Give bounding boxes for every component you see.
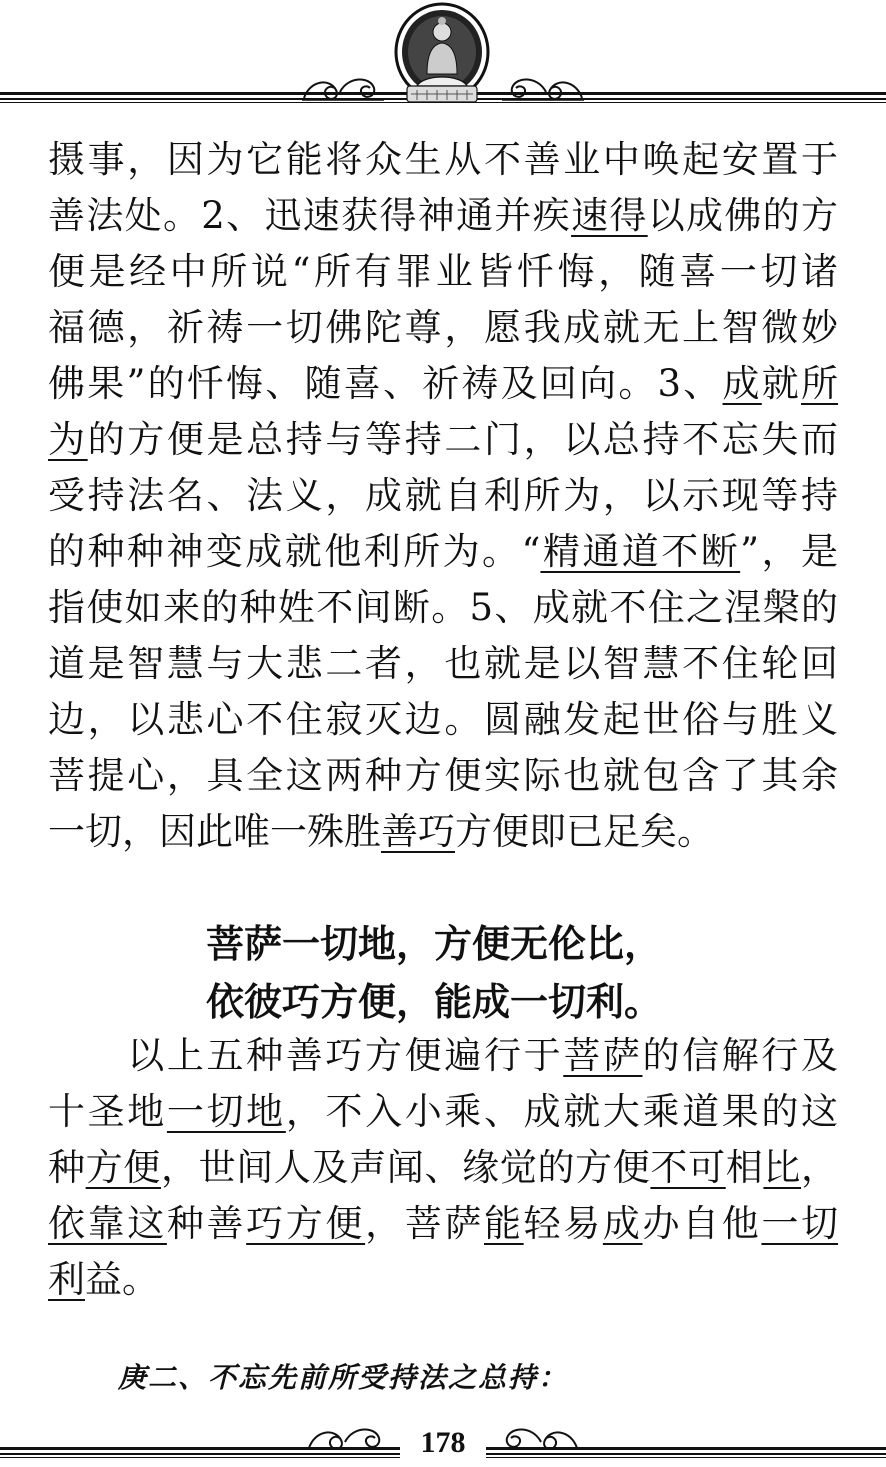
text-line <box>48 1028 838 1084</box>
underlined-phrase: 精通道不断 <box>540 530 741 573</box>
verse-line-1: 菩萨一切地，方便无伦比， <box>206 922 663 966</box>
text-line <box>48 692 838 748</box>
text-segment: 方便即已足矣。 <box>455 810 714 853</box>
underlined-phrase: 为 <box>48 418 88 461</box>
text-line <box>48 132 838 188</box>
text-segment: 善法处。2、迅速获得神通并疾 <box>48 194 572 237</box>
text-line <box>48 1140 838 1196</box>
text-segment: 道是智慧与大悲二者，也就是以智慧不住轮回 <box>48 642 838 685</box>
underlined-phrase: 成 <box>602 1202 643 1245</box>
text-segment: ，世间人及声闻、缘觉的方便 <box>160 1146 651 1189</box>
text-line <box>48 1084 838 1140</box>
text-segment: ，菩萨 <box>365 1202 484 1245</box>
text-segment: 种善 <box>166 1202 247 1245</box>
text-segment: 益。 <box>85 1258 159 1301</box>
text-segment: 十圣地 <box>48 1090 167 1133</box>
text-segment: 的种种神变成就他利所为。“ <box>48 530 541 573</box>
buddha-medallion-icon <box>393 2 491 106</box>
text-line <box>48 188 838 244</box>
text-segment: 就 <box>761 362 802 405</box>
underlined-phrase: 一切 <box>761 1202 838 1245</box>
text-line <box>48 1252 838 1308</box>
text-line <box>48 1196 838 1252</box>
text-segment: 的方便是总持与等持二门，以总持不忘失而 <box>87 418 838 461</box>
text-line <box>48 412 838 468</box>
underlined-phrase: 依靠这 <box>48 1202 167 1245</box>
text-segment: 轻易 <box>523 1202 603 1245</box>
text-segment: 相 <box>725 1146 764 1189</box>
underlined-phrase: 比 <box>763 1146 802 1189</box>
text-segment: ”，是 <box>740 530 838 573</box>
text-segment: 受持法名、法义，成就自利所为，以示现等持 <box>48 474 838 517</box>
underlined-phrase: 成 <box>722 362 762 405</box>
cloud-scroll-icon <box>300 70 386 104</box>
text-line <box>48 244 838 300</box>
text-line <box>48 524 838 580</box>
text-line <box>48 636 838 692</box>
underlined-phrase: 所 <box>801 362 838 405</box>
underlined-phrase: 速得 <box>571 194 648 237</box>
text-line <box>48 356 838 412</box>
text-segment: ， <box>801 1146 838 1189</box>
text-line <box>48 580 838 636</box>
cloud-scroll-icon <box>500 70 586 104</box>
text-segment: 以上五种善巧方便遍行于 <box>48 1034 564 1077</box>
text-line <box>48 468 838 524</box>
cloud-scroll-icon <box>305 1420 391 1454</box>
underlined-phrase: 一切地 <box>166 1090 286 1133</box>
section-heading: 庚二、不忘先前所受持法之总持： <box>118 1361 569 1394</box>
underlined-phrase: 不可 <box>650 1146 726 1189</box>
text-segment: 菩提心，具全这两种方便实际也就包含了其余 <box>48 754 838 797</box>
text-segment: 指使如来的种姓不间断。5、成就不住之涅槃的 <box>48 586 838 629</box>
page-number: 178 <box>400 1423 486 1463</box>
text-line <box>48 748 838 804</box>
text-segment: 福德，祈祷一切佛陀尊，愿我成就无上智微妙 <box>48 306 838 349</box>
underlined-phrase: 善巧 <box>381 810 455 853</box>
underlined-phrase: 利 <box>48 1258 85 1301</box>
text-segment: 便是经中所说“所有罪业皆忏悔，随喜一切诸 <box>48 250 838 293</box>
text-segment: 佛果”的忏悔、随喜、祈祷及回向。3、 <box>48 362 723 405</box>
text-line <box>48 804 838 860</box>
text-segment: 办自他 <box>642 1202 762 1245</box>
verse-line-2: 依彼巧方便，能成一切利。 <box>206 980 663 1024</box>
text-segment: ，不入小乘、成就大乘道果的这 <box>285 1090 838 1133</box>
text-segment: 一切，因此唯一殊胜 <box>48 810 381 853</box>
underlined-phrase: 菩萨 <box>563 1034 643 1077</box>
underlined-phrase: 能 <box>483 1202 524 1245</box>
text-segment: 的信解行及 <box>642 1034 838 1077</box>
underlined-phrase: 方便 <box>85 1146 161 1189</box>
text-segment: 种 <box>48 1146 86 1189</box>
text-segment: 以成佛的方 <box>647 194 838 237</box>
underlined-phrase: 巧方便 <box>246 1202 366 1245</box>
text-segment: 摄事，因为它能将众生从不善业中唤起安置于 <box>48 138 838 181</box>
text-line <box>48 300 838 356</box>
text-segment: 边，以悲心不住寂灭边。圆融发起世俗与胜义 <box>48 698 838 741</box>
cloud-scroll-icon <box>495 1420 581 1454</box>
